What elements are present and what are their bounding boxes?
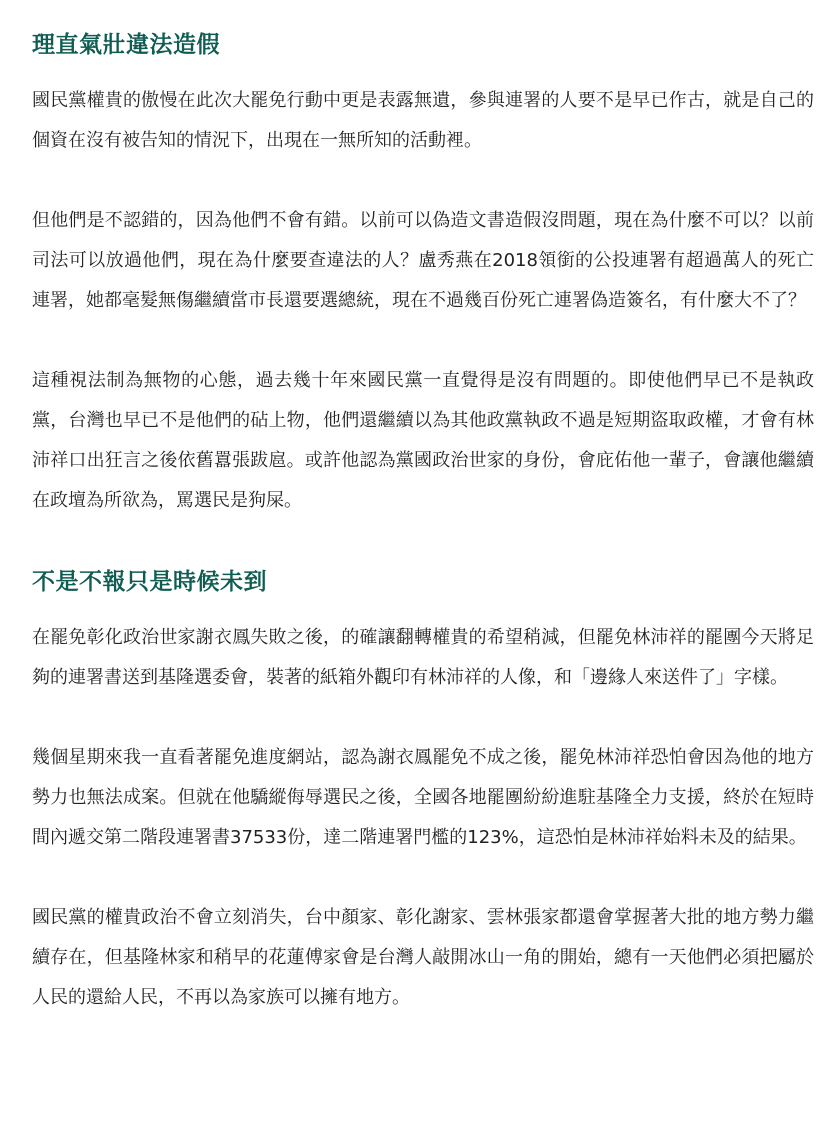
paragraph-2-3: 國民黨的權貴政治不會立刻消失，台中顏家、彰化謝家、雲林張家都還會掌握著大批的地方勢力繼續存在，但基隆林家和稍早的花蓮傅家會是台灣人敲開冰山一角的開始，總有一天他們必須把屬於人民的還給人民，不再以為家族可以擁有地方。	[32, 907, 814, 1008]
section-heading-1: 理直氣壯違法造假	[32, 32, 220, 58]
paragraph-2-1: 在罷免彰化政治世家謝衣鳳失敗之後，的確讓翻轉權貴的希望稍減，但罷免林沛祥的罷團今天將足夠的連署書送到基隆選委會，裝著的紙箱外觀印有林沛祥的人像，和「邊緣人來送件了」字樣。	[32, 627, 814, 688]
paragraph-1-3: 這種視法制為無物的心態，過去幾十年來國民黨一直覺得是沒有問題的。即使他們早已不是執政黨，台灣也早已不是他們的砧上物，他們還繼續以為其他政黨執政不過是短期盜取政權，才會有林沛祥口出狂言之後依舊囂張跋扈。或許他認為黨國政治世家的身份，會庇佑他一輩子，會讓他繼續在政壇為所欲為，罵選民是狗屎。	[32, 370, 814, 511]
paragraph-1-1: 國民黨權貴的傲慢在此次大罷免行動中更是表露無遺，參與連署的人要不是早已作古，就是自己的個資在沒有被告知的情況下，出現在一無所知的活動裡。	[32, 90, 814, 151]
paragraph-2-2: 幾個星期來我一直看著罷免進度網站，認為謝衣鳳罷免不成之後，罷免林沛祥恐怕會因為他的地方勢力也無法成案。但就在他驕縱侮辱選民之後，全國各地罷團紛紛進駐基隆全力支援，終於在短時間內遞交第二階段連署書37533份，達二階連署門檻的123%，這恐怕是林沛祥始料未及的結果。	[32, 747, 814, 848]
paragraph-1-2: 但他們是不認錯的，因為他們不會有錯。以前可以偽造文書造假沒問題，現在為什麼不可以？以前司法可以放過他們，現在為什麼要查違法的人？盧秀燕在2018領銜的公投連署有超過萬人的死亡連署，她都毫髮無傷繼續當市長還要選總統，現在不過幾百份死亡連署偽造簽名，有什麼大不了？	[32, 210, 814, 311]
section-heading-2: 不是不報只是時候未到	[32, 569, 267, 595]
article-body	[32, 26, 814, 1018]
